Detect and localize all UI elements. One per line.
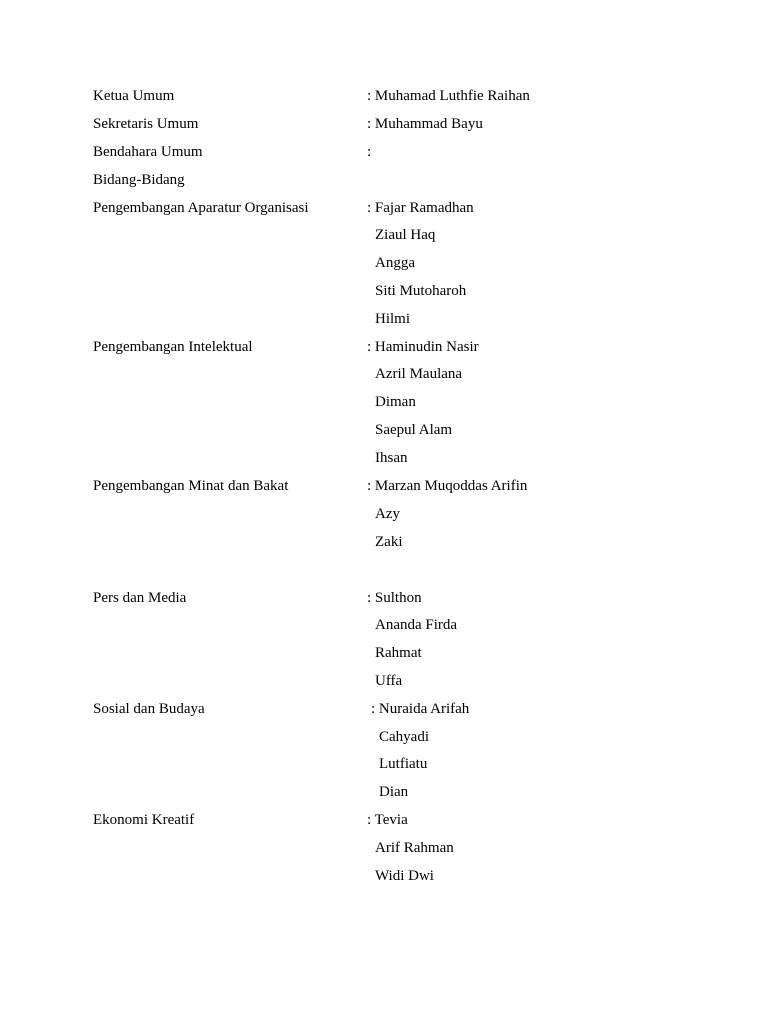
bidang-member: Lutfiatu <box>379 756 428 772</box>
bidang-member: Widi Dwi <box>375 868 434 884</box>
bidang-member: Azril Maulana <box>375 366 463 382</box>
bidang-head: : Marzan Muqoddas Arifin <box>367 478 528 494</box>
value-ketua-umum: : Muhamad Luthfie Raihan <box>367 88 530 104</box>
bidang-member: Angga <box>375 255 415 271</box>
value-sekretaris-umum: : Muhammad Bayu <box>367 116 483 132</box>
bidang-member: Rahmat <box>375 645 422 661</box>
bidang-member: Siti Mutoharoh <box>375 283 467 299</box>
bidang-member: Arif Rahman <box>375 840 454 856</box>
label-sekretaris-umum: Sekretaris Umum <box>93 116 199 132</box>
bidang-label: Pengembangan Aparatur Organisasi <box>93 200 309 216</box>
bidang-member: Zaki <box>375 534 403 550</box>
value-bendahara-umum: : <box>367 144 372 160</box>
bidang-member: Hilmi <box>375 311 411 327</box>
heading-bidang-bidang: Bidang-Bidang <box>93 172 185 188</box>
bidang-member: Azy <box>375 506 400 522</box>
bidang-member: Cahyadi <box>379 729 429 745</box>
bidang-member: Diman <box>375 394 416 410</box>
bidang-member: Dian <box>379 784 409 800</box>
bidang-head: : Fajar Ramadhan <box>367 200 474 216</box>
bidang-label: Ekonomi Kreatif <box>93 812 195 828</box>
bidang-label: Pengembangan Minat dan Bakat <box>93 478 289 494</box>
bidang-label: Sosial dan Budaya <box>93 701 205 717</box>
bidang-member: Uffa <box>375 673 403 689</box>
label-bendahara-umum: Bendahara Umum <box>93 144 203 160</box>
bidang-label: Pers dan Media <box>93 590 187 606</box>
bidang-member: Saepul Alam <box>375 422 453 438</box>
label-ketua-umum: Ketua Umum <box>93 88 175 104</box>
bidang-label: Pengembangan Intelektual <box>93 339 253 355</box>
bidang-head: : Sulthon <box>367 590 422 606</box>
bidang-member: Ananda Firda <box>375 617 458 633</box>
bidang-head: : Nuraida Arifah <box>371 701 470 717</box>
bidang-member: Ziaul Haq <box>375 227 436 243</box>
bidang-head: : Haminudin Nasir <box>367 339 479 355</box>
bidang-member: Ihsan <box>375 450 408 466</box>
bidang-head: : Tevia <box>367 812 408 828</box>
